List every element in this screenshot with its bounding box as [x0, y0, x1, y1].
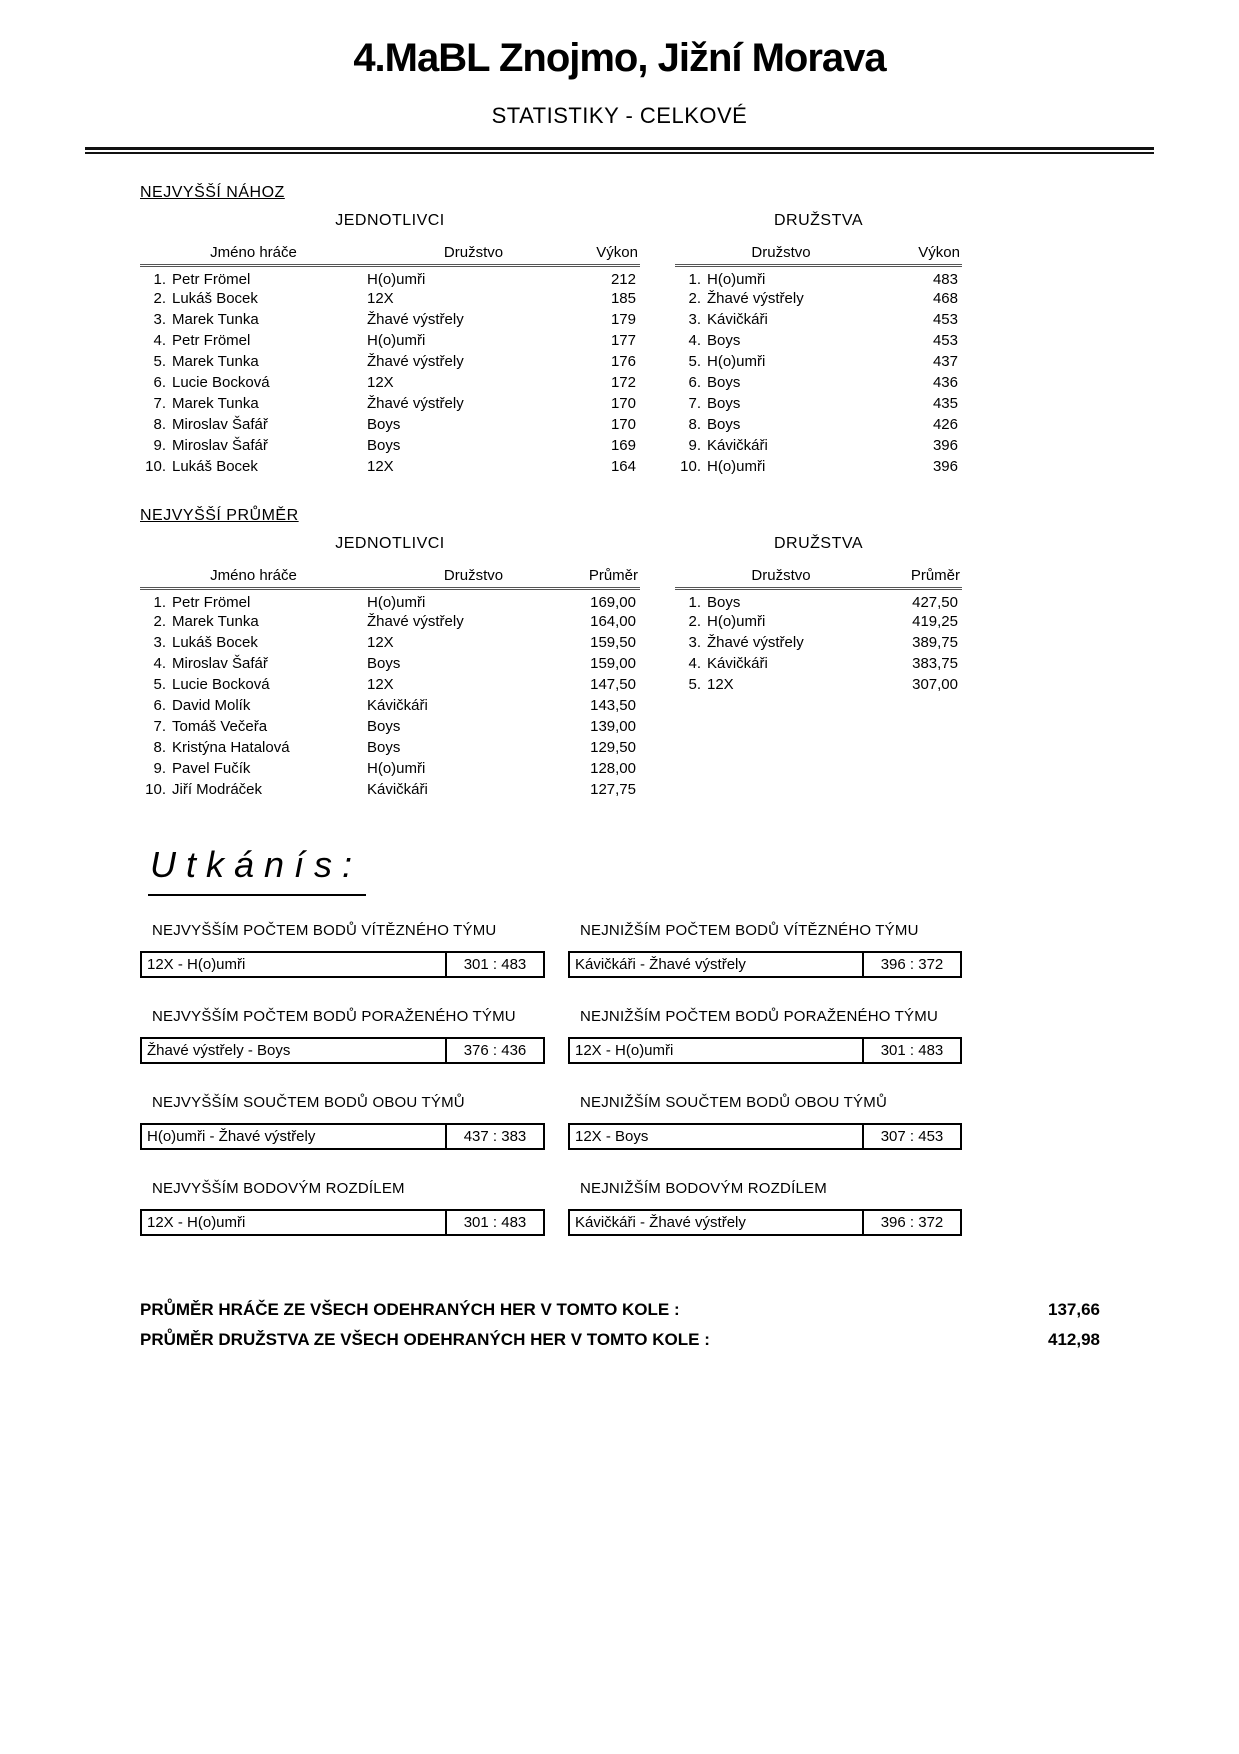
row-rank: 1. [688, 271, 701, 288]
section-heading: NEJVYŠŠÍ PRŮMĚR [140, 507, 299, 524]
row-value: 483 [932, 271, 958, 288]
row-rank: 8. [153, 416, 166, 433]
row-rank: 7. [688, 395, 701, 412]
row-team: H(o)umři [707, 458, 766, 475]
row-rank: 3. [688, 634, 701, 651]
row-value: 185 [610, 290, 636, 307]
row-value: 383,75 [912, 655, 958, 672]
row-player: Marek Tunka [172, 613, 259, 630]
match-teams: Žhavé výstřely - Boys [142, 1039, 447, 1062]
match-label: NEJNIŽŠÍM POČTEM BODŮ PORAŽENÉHO TÝMU [580, 1008, 938, 1025]
row-team: Boys [367, 655, 401, 672]
match-grid [140, 922, 1100, 1236]
match-item [568, 1008, 962, 1064]
summary-row-team-average [140, 1330, 1100, 1350]
row-team: 12X [367, 676, 394, 693]
table-row [140, 716, 640, 737]
table-row [140, 351, 640, 372]
row-value: 127,75 [590, 781, 636, 798]
row-value: 436 [932, 374, 958, 391]
row-team: Kávičkáři [707, 655, 768, 672]
match-score: 437 : 383 [463, 1128, 527, 1145]
table-row [675, 372, 962, 393]
row-team: Boys [707, 374, 741, 391]
table-row [675, 653, 962, 674]
table-title: JEDNOTLIVCI [335, 535, 445, 552]
row-player: Lukáš Bocek [172, 290, 258, 307]
row-rank: 2. [688, 613, 701, 630]
row-value: 169 [610, 437, 636, 454]
row-team: 12X [367, 458, 394, 475]
row-value: 170 [610, 416, 636, 433]
match-score: 301 : 483 [463, 1214, 527, 1231]
col-header-value: Výkon [580, 244, 640, 266]
summary-value: 412,98 [1048, 1330, 1100, 1349]
match-box [568, 1037, 962, 1064]
table-title: DRUŽSTVA [773, 535, 864, 552]
row-player: Pavel Fučík [172, 760, 251, 777]
row-rank: 2. [153, 613, 166, 630]
section-highest-game [140, 184, 1100, 477]
summary-row-player-average [140, 1300, 1100, 1320]
individuals-table-block [140, 527, 640, 800]
row-player: Miroslav Šafář [172, 416, 268, 433]
match-item [140, 1008, 545, 1064]
row-team: Kávičkáři [707, 437, 768, 454]
match-score: 301 : 483 [880, 1042, 944, 1059]
row-value: 212 [610, 271, 636, 288]
table-row [140, 695, 640, 716]
row-value: 427,50 [912, 594, 958, 611]
match-teams: 12X - H(o)umři [142, 1211, 447, 1234]
row-rank: 1. [153, 594, 166, 611]
table-row [675, 611, 962, 632]
row-team: H(o)umři [367, 594, 426, 611]
individuals-table-block [140, 204, 640, 477]
row-team: 12X [367, 634, 394, 651]
row-player: Petr Frömel [172, 271, 251, 288]
teams-table-body [675, 589, 962, 696]
row-team: Boys [367, 739, 401, 756]
row-rank: 4. [688, 332, 701, 349]
table-row [140, 674, 640, 695]
table-row [675, 414, 962, 435]
table-title: JEDNOTLIVCI [335, 212, 445, 229]
table-row [140, 779, 640, 800]
teams-table-block [675, 527, 962, 800]
row-value: 437 [932, 353, 958, 370]
individuals-table [140, 244, 640, 477]
row-value: 179 [610, 311, 636, 328]
row-rank: 4. [153, 655, 166, 672]
row-rank: 6. [153, 374, 166, 391]
row-team: Žhavé výstřely [367, 395, 464, 412]
row-rank: 8. [688, 416, 701, 433]
section-heading: NEJVYŠŠÍ NÁHOZ [140, 184, 285, 201]
table-row [140, 330, 640, 351]
section-highest-average [140, 507, 1100, 800]
row-rank: 6. [153, 697, 166, 714]
row-team: Boys [707, 395, 741, 412]
table-row [140, 372, 640, 393]
header-divider [85, 147, 1154, 154]
match-teams: 12X - H(o)umři [570, 1039, 864, 1062]
table-row [675, 435, 962, 456]
page-subtitle: STATISTIKY - CELKOVÉ [491, 103, 748, 128]
match-label: NEJNIŽŠÍM BODOVÝM ROZDÍLEM [580, 1180, 827, 1197]
row-value: 177 [610, 332, 636, 349]
page-title: 4.MaBL Znojmo, Jižní Morava [353, 36, 886, 80]
row-player: Kristýna Hatalová [172, 739, 290, 756]
row-value: 170 [610, 395, 636, 412]
match-item [568, 1094, 962, 1150]
table-row [140, 393, 640, 414]
match-teams: Kávičkáři - Žhavé výstřely [570, 1211, 864, 1234]
row-rank: 2. [688, 290, 701, 307]
row-player: Petr Frömel [172, 332, 251, 349]
row-value: 396 [932, 458, 958, 475]
matches-heading: U t k á n í s : [148, 844, 366, 896]
row-value: 159,00 [590, 655, 636, 672]
table-row [140, 611, 640, 632]
row-team: Kávičkáři [707, 311, 768, 328]
row-rank: 3. [153, 634, 166, 651]
table-row [675, 632, 962, 653]
col-header-player: Jméno hráče [140, 244, 367, 266]
match-box [140, 1123, 545, 1150]
row-player: Marek Tunka [172, 311, 259, 328]
table-title: DRUŽSTVA [773, 212, 864, 229]
row-rank: 5. [688, 353, 701, 370]
row-rank: 3. [688, 311, 701, 328]
row-team: H(o)umři [367, 760, 426, 777]
row-rank: 7. [153, 718, 166, 735]
row-value: 176 [610, 353, 636, 370]
row-rank: 9. [153, 760, 166, 777]
table-row [140, 737, 640, 758]
row-team: Boys [367, 718, 401, 735]
row-player: Tomáš Večeřa [172, 718, 268, 735]
table-header-row [675, 567, 962, 589]
match-label: NEJNIŽŠÍM SOUČTEM BODŮ OBOU TÝMŮ [580, 1094, 887, 1111]
row-team: 12X [707, 676, 734, 693]
row-value: 147,50 [590, 676, 636, 693]
match-score: 301 : 483 [463, 956, 527, 973]
row-player: Lucie Bocková [172, 374, 270, 391]
match-box [140, 1209, 545, 1236]
table-row [140, 435, 640, 456]
table-row [140, 456, 640, 477]
table-header-row [675, 244, 962, 266]
row-rank: 4. [153, 332, 166, 349]
row-team: Kávičkáři [367, 781, 428, 798]
row-player: Marek Tunka [172, 395, 259, 412]
individuals-table-body [140, 589, 640, 801]
table-row [140, 653, 640, 674]
table-row [675, 393, 962, 414]
match-score: 396 : 372 [880, 956, 944, 973]
row-rank: 2. [153, 290, 166, 307]
col-header-team: Družstvo [675, 567, 887, 589]
table-row [140, 589, 640, 612]
row-rank: 9. [688, 437, 701, 454]
table-row [140, 309, 640, 330]
table-row [140, 632, 640, 653]
match-label: NEJVYŠŠÍM BODOVÝM ROZDÍLEM [152, 1180, 405, 1197]
row-value: 435 [932, 395, 958, 412]
row-rank: 10. [145, 781, 166, 798]
table-row [675, 330, 962, 351]
row-value: 164,00 [590, 613, 636, 630]
match-box [140, 1037, 545, 1064]
row-team: Kávičkáři [367, 697, 428, 714]
table-row [675, 309, 962, 330]
row-value: 143,50 [590, 697, 636, 714]
row-rank: 10. [145, 458, 166, 475]
row-value: 307,00 [912, 676, 958, 693]
match-teams: 12X - Boys [570, 1125, 864, 1148]
row-value: 172 [610, 374, 636, 391]
col-header-team: Družstvo [675, 244, 887, 266]
row-player: Marek Tunka [172, 353, 259, 370]
row-rank: 8. [153, 739, 166, 756]
match-box [568, 1123, 962, 1150]
row-player: Lucie Bocková [172, 676, 270, 693]
match-item [568, 922, 962, 978]
match-box [140, 951, 545, 978]
teams-table-body [675, 266, 962, 478]
row-rank: 1. [688, 594, 701, 611]
table-row [675, 351, 962, 372]
col-header-value: Výkon [887, 244, 962, 266]
row-rank: 5. [153, 353, 166, 370]
row-rank: 5. [688, 676, 701, 693]
row-value: 159,50 [590, 634, 636, 651]
row-rank: 10. [680, 458, 701, 475]
col-header-team: Družstvo [367, 567, 580, 589]
table-row [140, 266, 640, 289]
table-row [675, 589, 962, 612]
row-team: Žhavé výstřely [707, 634, 804, 651]
row-value: 426 [932, 416, 958, 433]
row-value: 164 [610, 458, 636, 475]
row-team: 12X [367, 290, 394, 307]
match-item [140, 922, 545, 978]
match-item [140, 1180, 545, 1236]
row-team: 12X [367, 374, 394, 391]
match-score: 396 : 372 [880, 1214, 944, 1231]
row-player: David Molík [172, 697, 251, 714]
row-player: Miroslav Šafář [172, 437, 268, 454]
table-row [675, 266, 962, 289]
row-value: 468 [932, 290, 958, 307]
match-label: NEJVYŠŠÍM POČTEM BODŮ PORAŽENÉHO TÝMU [152, 1008, 516, 1025]
col-header-value: Průměr [580, 567, 640, 589]
match-teams: 12X - H(o)umři [142, 953, 447, 976]
row-team: Boys [707, 594, 741, 611]
row-team: Boys [707, 416, 741, 433]
match-teams: Kávičkáři - Žhavé výstřely [570, 953, 864, 976]
individuals-table-body [140, 266, 640, 478]
match-box [568, 1209, 962, 1236]
col-header-player: Jméno hráče [140, 567, 367, 589]
summary-label: PRŮMĚR DRUŽSTVA ZE VŠECH ODEHRANÝCH HER V TOMTO KOLE : [140, 1330, 710, 1349]
match-score: 307 : 453 [880, 1128, 944, 1145]
match-item [140, 1094, 545, 1150]
col-header-team: Družstvo [367, 244, 580, 266]
summary-block [140, 1300, 1100, 1350]
row-team: H(o)umři [707, 353, 766, 370]
row-team: H(o)umři [367, 271, 426, 288]
row-player: Miroslav Šafář [172, 655, 268, 672]
col-header-value: Průměr [887, 567, 962, 589]
row-value: 453 [932, 311, 958, 328]
match-box [568, 951, 962, 978]
table-row [675, 456, 962, 477]
row-team: H(o)umři [367, 332, 426, 349]
table-row [675, 288, 962, 309]
row-value: 169,00 [590, 594, 636, 611]
row-value: 453 [932, 332, 958, 349]
summary-label: PRŮMĚR HRÁČE ZE VŠECH ODEHRANÝCH HER V TOMTO KOLE : [140, 1300, 680, 1319]
table-row [140, 758, 640, 779]
match-label: NEJNIŽŠÍM POČTEM BODŮ VÍTĚZNÉHO TÝMU [580, 922, 919, 939]
row-player: Lukáš Bocek [172, 458, 258, 475]
row-team: Žhavé výstřely [367, 353, 464, 370]
row-rank: 4. [688, 655, 701, 672]
table-row [140, 288, 640, 309]
row-rank: 1. [153, 271, 166, 288]
match-teams: H(o)umři - Žhavé výstřely [142, 1125, 447, 1148]
row-team: H(o)umři [707, 271, 766, 288]
row-team: Žhavé výstřely [367, 311, 464, 328]
individuals-table [140, 567, 640, 800]
table-header-row [140, 567, 640, 589]
row-rank: 3. [153, 311, 166, 328]
row-team: Boys [367, 437, 401, 454]
row-team: Žhavé výstřely [707, 290, 804, 307]
match-item [568, 1180, 962, 1236]
match-label: NEJVYŠŠÍM SOUČTEM BODŮ OBOU TÝMŮ [152, 1094, 465, 1111]
teams-table [675, 244, 962, 477]
row-rank: 5. [153, 676, 166, 693]
table-row [675, 674, 962, 695]
teams-table [675, 567, 962, 695]
row-value: 389,75 [912, 634, 958, 651]
table-header-row [140, 244, 640, 266]
row-team: Žhavé výstřely [367, 613, 464, 630]
row-team: H(o)umři [707, 613, 766, 630]
match-label: NEJVYŠŠÍM POČTEM BODŮ VÍTĚZNÉHO TÝMU [152, 922, 497, 939]
row-player: Jiří Modráček [172, 781, 263, 798]
row-value: 129,50 [590, 739, 636, 756]
match-score: 376 : 436 [463, 1042, 527, 1059]
summary-value: 137,66 [1048, 1300, 1100, 1319]
row-value: 139,00 [590, 718, 636, 735]
teams-table-block [675, 204, 962, 477]
row-player: Lukáš Bocek [172, 634, 258, 651]
row-player: Petr Frömel [172, 594, 251, 611]
row-team: Boys [367, 416, 401, 433]
row-rank: 7. [153, 395, 166, 412]
row-team: Boys [707, 332, 741, 349]
row-rank: 6. [688, 374, 701, 391]
row-rank: 9. [153, 437, 166, 454]
table-row [140, 414, 640, 435]
row-value: 128,00 [590, 760, 636, 777]
row-value: 396 [932, 437, 958, 454]
row-value: 419,25 [912, 613, 958, 630]
